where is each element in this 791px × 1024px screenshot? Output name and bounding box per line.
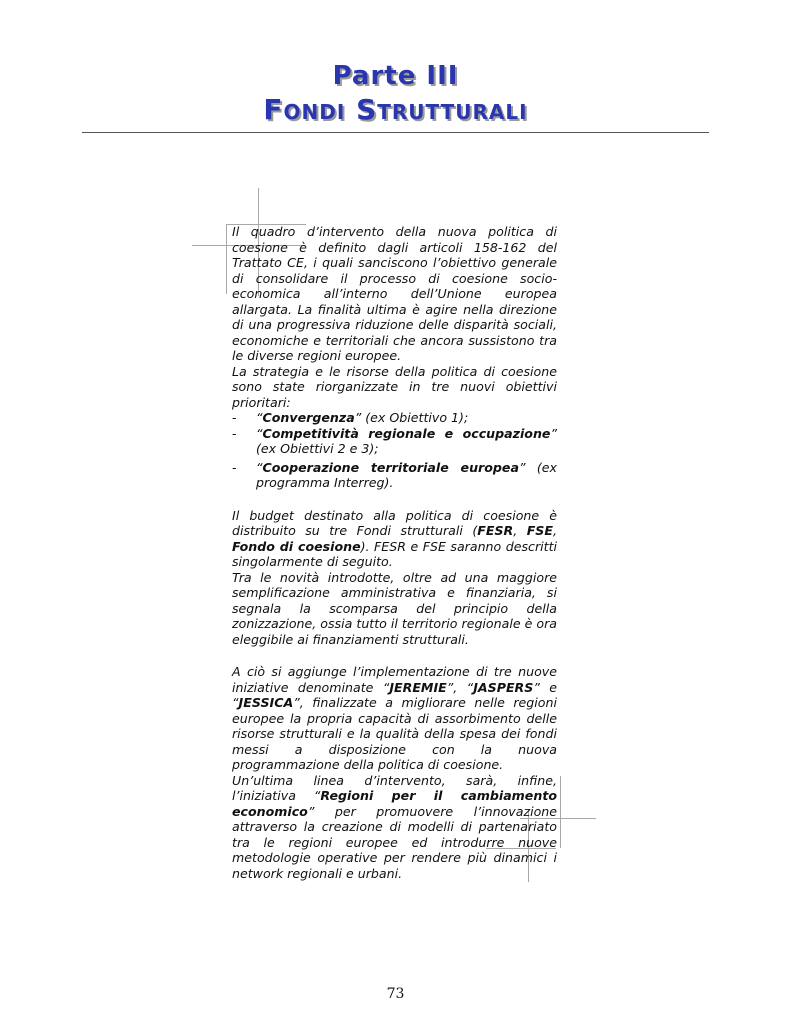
bullet-dash: -: [232, 459, 237, 475]
objective-item: - “Cooperazione territoriale europea” (ex programma Interreg).: [232, 459, 557, 490]
paragraph-budget: Il budget destinato alla politica di coesione è distribuito su tre Fondi strutturali (FESR, FSE, Fondo di coesione). FESR e FSE saranno descritti singolarmente di seguito.: [232, 507, 558, 569]
objective-name: Convergenza: [262, 410, 355, 425]
objective-item: - “Competitività regionale e occupazione” (ex Obiettivi 2 e 3);: [232, 425, 557, 456]
crop-mark-top-left-inner: [226, 224, 227, 294]
section-heading: Fondi Strutturali: [263, 93, 528, 126]
objective-name: Cooperazione territoriale europea: [262, 459, 519, 475]
bullet-dash: -: [232, 425, 237, 441]
title-block: [0, 60, 791, 128]
page-number: 73: [386, 986, 405, 1002]
paragraph-intro: Il quadro d’intervento della nuova politica di coesione è definito dagli articoli 158-162 del Trattato CE, i quali sanciscono l’obiettivo generale di consolidare il processo di coesione socio-economica all’interno dell’Unione europea allargata. La finalità ultima è agire nella direzione di una progressiva riduzione delle disparità sociali, economiche e territoriali che ancora sussistono tra le diverse regioni europee.: [232, 224, 557, 363]
part-heading: Parte III: [332, 61, 459, 91]
title-divider: [82, 132, 709, 133]
body-text: [232, 224, 557, 881]
crop-mark-bottom-right-inner: [560, 776, 561, 848]
paragraph-novelties: Tra le novità introdotte, oltre ad una maggiore semplificazione amministrativa e finanziaria, si segnala la scomparsa del principio della zonizzazione, ossia tutto il territorio regionale è ora eleggibile ai finanziamenti strutturali.: [232, 569, 557, 647]
objective-item: - “Convergenza” (ex Obiettivo 1);: [232, 410, 469, 425]
bullet-dash: -: [232, 410, 237, 425]
paragraph-strategy: La strategia e le risorse della politica di coesione sono state riorganizzate in tre nuovi obiettivi prioritari:: [232, 363, 557, 410]
paragraph-last-initiative: Un’ultima linea d’intervento, sarà, infine, l’iniziativa “Regioni per il cambiamento economico” per promuovere l’innovazione attraverso la creazione di modelli di partenariato tra le regioni europee ed introdurre nuove metodologie operative per rendere più dinamici i network regionali e urbani.: [232, 772, 557, 881]
paragraph-initiatives: A ciò si aggiunge l’implementazione di tre nuove iniziative denominate “JEREMIE”, “JASPERS” e “JESSICA”, finalizzate a migliorare nelle regioni europee la propria capacità di assorbimento delle risorse strutturali e la qualità della spesa dei fondi messi a disposizione con la nuova programmazione della politica di coesione.: [232, 664, 557, 772]
objective-name: Competitività regionale e occupazione: [262, 425, 551, 441]
